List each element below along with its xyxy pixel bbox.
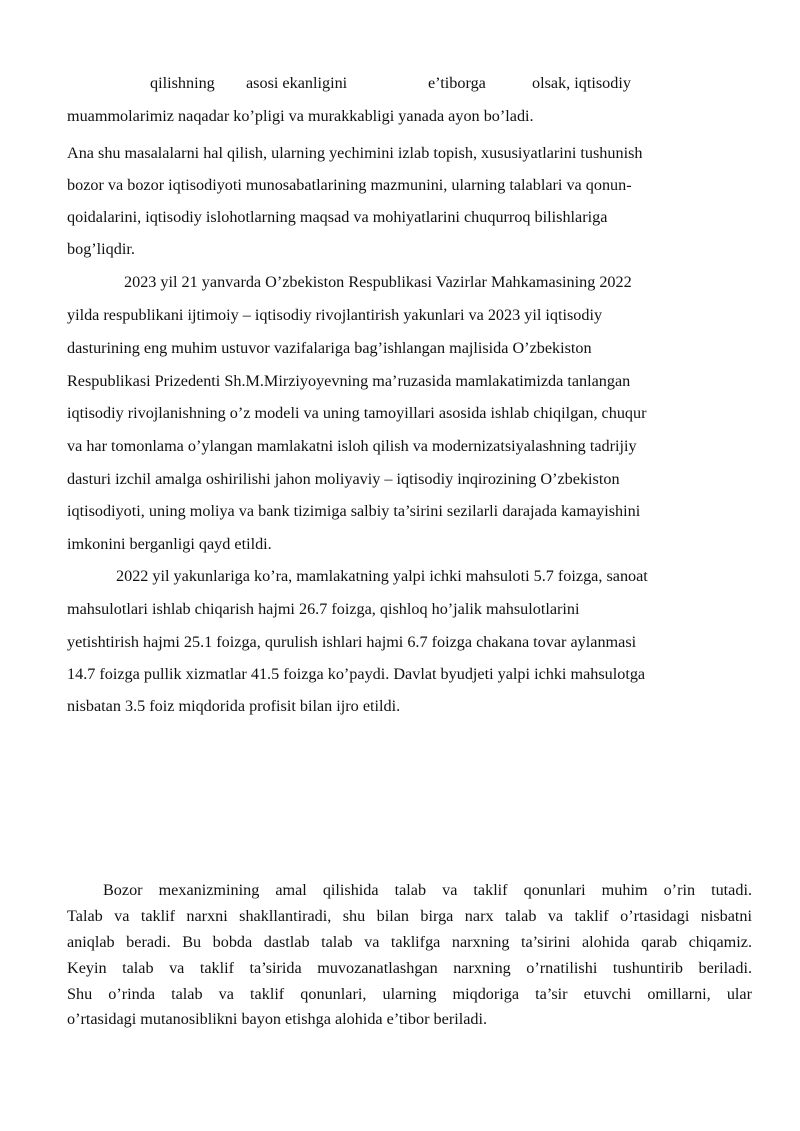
- text-line: yilda respublikani ijtimoiy – iqtisodiy rivojlantirish yakunlari va 2023 yil iqtisodiy: [67, 306, 603, 324]
- text-fragment: e’tiborga: [428, 74, 486, 92]
- text-line: dasturining eng muhim ustuvor vazifalariga bag’ishlangan majlisida O’zbekiston: [67, 339, 592, 357]
- text-line: 2023 yil 21 yanvarda O’zbekiston Respublikasi Vazirlar Mahkamasining 2022: [124, 273, 632, 291]
- text-line: iqtisodiy rivojlanishning o’z modeli va uning tamoyillari asosida ishlab chiqilgan, chuqur: [67, 404, 647, 422]
- text-fragment: olsak, iqtisodiy: [532, 74, 631, 92]
- text-line: 2022 yil yakunlariga ko’ra, mamlakatning yalpi ichki mahsuloti 5.7 foizga, sanoat: [116, 567, 648, 585]
- text-line: Shu o’rinda talab va taklif qonunlari, ularning miqdoriga ta’sir etuvchi omillarni, ular: [67, 985, 752, 1003]
- text-line: va har tomonlama o’ylangan mamlakatni isloh qilish va modernizatsiyalashning tadrijiy: [67, 437, 637, 455]
- text-line: nisbatan 3.5 foiz miqdorida profisit bilan ijro etildi.: [67, 697, 401, 715]
- text-fragment: qilishning: [150, 74, 215, 92]
- text-line: Talab va taklif narxni shakllantiradi, shu bilan birga narx talab va taklif o’rtasidagi nisbatni: [67, 907, 752, 925]
- text-line: Keyin talab va taklif ta’sirida muvozanatlashgan narxning o’rnatilishi tushuntirib beriladi.: [67, 959, 752, 977]
- text-line: 14.7 foizga pullik xizmatlar 41.5 foizga ko’paydi. Davlat byudjeti yalpi ichki mahsulotga: [67, 665, 646, 683]
- text-line: bog’liqdir.: [67, 240, 135, 258]
- text-line: mahsulotlari ishlab chiqarish hajmi 26.7 foizga, qishloq ho’jalik mahsulotlarini: [67, 600, 580, 618]
- text-line: Respublikasi Prizedenti Sh.M.Mirziyoyevning ma’ruzasida mamlakatimizda tanlangan: [67, 372, 631, 390]
- text-fragment: asosi ekanligini: [246, 74, 348, 92]
- text-line: Bozor mexanizmining amal qilishida talab va taklif qonunlari muhim o’rin tutadi.: [103, 881, 752, 899]
- text-line: iqtisodiyoti, uning moliya va bank tizimiga salbiy ta’sirini sezilarli darajada kamayishini: [67, 502, 641, 520]
- text-line: dasturi izchil amalga oshirilishi jahon moliyaviy – iqtisodiy inqirozining O’zbekiston: [67, 470, 620, 488]
- text-line: Ana shu masalalarni hal qilish, ularning yechimini izlab topish, xususiyatlarini tushunish: [67, 144, 643, 162]
- text-line: yetishtirish hajmi 25.1 foizga, qurulish ishlari hajmi 6.7 foizga chakana tovar aylanmasi: [67, 633, 637, 651]
- text-line: qoidalarini, iqtisodiy islohotlarning maqsad va mohiyatlarini chuqurroq bilishlariga: [67, 208, 608, 226]
- text-line: o’rtasidagi mutanosiblikni bayon etishga alohida e’tibor beriladi.: [67, 1010, 488, 1028]
- text-line: aniqlab beradi. Bu bobda dastlab talab va taklifga narxning ta’sirini alohida qarab chiqamiz.: [67, 933, 752, 951]
- text-line: imkonini berganligi qayd etildi.: [67, 535, 272, 553]
- text-line: bozor va bozor iqtisodiyoti munosabatlarining mazmunini, ularning talablari va qonun-: [67, 176, 632, 194]
- text-line: muammolarimiz naqadar ko’pligi va murakkabligi yanada ayon bo’ladi.: [67, 107, 534, 125]
